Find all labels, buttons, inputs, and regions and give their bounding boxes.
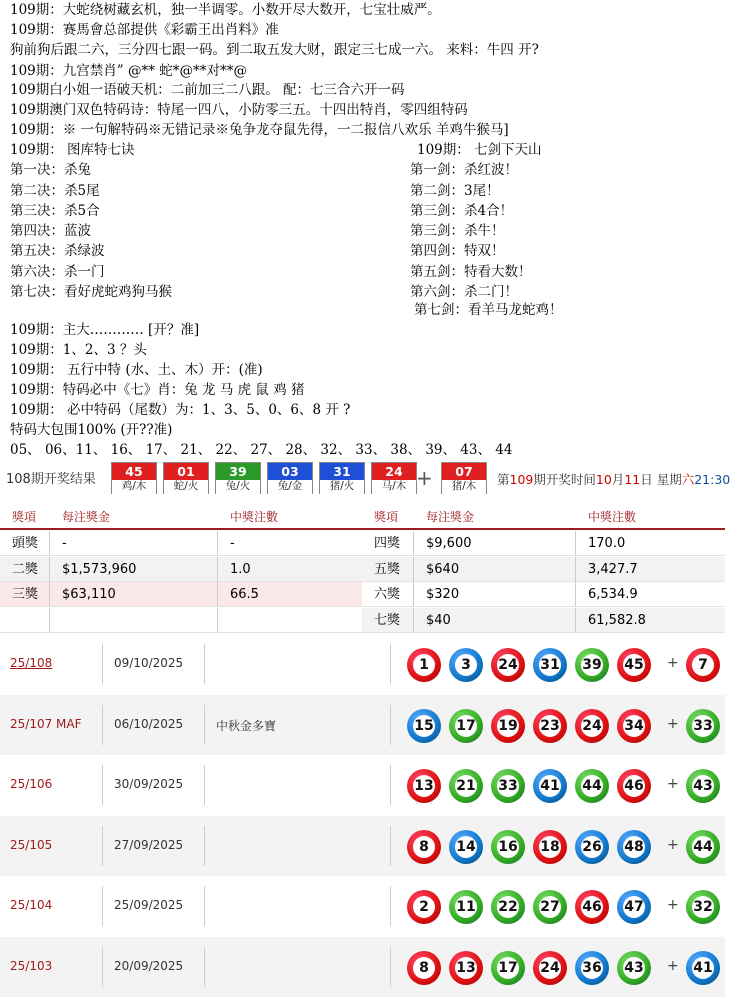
prize-cell: $1,573,960 xyxy=(50,557,218,582)
result-number: 31 xyxy=(320,463,364,480)
column-divider xyxy=(102,705,103,745)
number-ball xyxy=(491,890,525,924)
draw-row xyxy=(0,695,725,755)
text-line: 109期：大蛇绕树藏玄机，独一半调零。小数开尽大数开，七宝壮威严。 xyxy=(10,2,441,18)
number-ball xyxy=(617,951,651,985)
result-tile xyxy=(215,462,261,494)
prize-table-row xyxy=(0,608,725,634)
column-divider xyxy=(204,947,205,987)
number-ball xyxy=(533,769,567,803)
number-ball xyxy=(449,709,483,743)
prize-cell: 61,582.8 xyxy=(576,608,725,633)
draw-info-prefix: 第 xyxy=(497,472,510,487)
ball-number: 44 xyxy=(581,775,603,797)
left-column-item: 第五决：杀绿波 xyxy=(10,243,105,259)
plus-sign: + xyxy=(667,776,679,792)
number-ball xyxy=(617,709,651,743)
draw-date: 09/10/2025 xyxy=(114,656,184,670)
draw-info-time: 21:30 xyxy=(694,472,730,487)
ball-number: 22 xyxy=(497,896,519,918)
number-ball xyxy=(575,648,609,682)
ball-number: 8 xyxy=(413,836,435,858)
text-line: 109期白小姐一语破天机：二前加三二八跟。 配：七三合六开一码 xyxy=(10,82,405,98)
column-divider xyxy=(390,826,391,866)
prize-cell: 四獎 xyxy=(362,531,414,556)
draw-id[interactable]: 25/108 xyxy=(10,656,53,670)
ball-number: 43 xyxy=(623,957,645,979)
text-line: 109期：主大………… [开？准] xyxy=(10,322,200,338)
number-ball xyxy=(617,890,651,924)
column-divider xyxy=(204,765,205,805)
column-divider xyxy=(204,886,205,926)
number-ball xyxy=(491,951,525,985)
result-number: 07 xyxy=(442,463,486,480)
ball-number: 26 xyxy=(581,836,603,858)
number-ball xyxy=(449,890,483,924)
ball-number: 14 xyxy=(455,836,477,858)
draw-history-list xyxy=(0,634,725,997)
prize-cell: 六獎 xyxy=(362,582,414,607)
special-ball xyxy=(686,890,720,924)
prize-cell: 170.0 xyxy=(576,531,725,556)
next-draw-info xyxy=(497,470,730,488)
right-column-item: 第七剑：看羊马龙蛇鸡！ xyxy=(414,302,563,318)
ball-number: 33 xyxy=(497,775,519,797)
ball-number: 33 xyxy=(692,715,714,737)
prize-cell: 二獎 xyxy=(0,557,50,582)
prize-header-cell: 中獎注數 xyxy=(230,510,279,524)
text-line: 109期：1、2、3 ？头 xyxy=(10,342,147,358)
draw-info-day: 11 xyxy=(624,472,641,487)
text-line: 特码大包围100% (开??准) xyxy=(10,422,173,438)
right-column-item: 第五剑：特看大数！ xyxy=(410,264,532,280)
prize-cell xyxy=(218,608,362,633)
prize-cell: $320 xyxy=(414,582,576,607)
special-ball xyxy=(686,769,720,803)
number-ball xyxy=(575,951,609,985)
result-number: 45 xyxy=(112,463,156,480)
result-tile xyxy=(441,462,487,494)
ball-number: 41 xyxy=(539,775,561,797)
prize-table-row xyxy=(0,557,725,583)
ball-number: 19 xyxy=(497,715,519,737)
text-line: 109期：※ 一句解特码※无错记录※兔争龙夺鼠先得，一二报信八欢乐 羊鸡牛猴马] xyxy=(10,122,509,138)
draw-date: 06/10/2025 xyxy=(114,716,184,731)
number-ball xyxy=(407,648,441,682)
draw-date: 20/09/2025 xyxy=(114,958,184,973)
text-line: 109期： 必中特码（尾数）为：1、3、5、0、6、8 开 ? xyxy=(10,402,351,418)
number-ball xyxy=(575,890,609,924)
column-divider xyxy=(102,765,103,805)
prize-table-row xyxy=(0,582,725,608)
prize-header-cell: 獎項 xyxy=(12,510,37,524)
prize-cell: $63,110 xyxy=(50,582,218,607)
prize-cell: 五獎 xyxy=(362,557,414,582)
result-zodiac: 蛇/火 xyxy=(164,480,208,494)
draw-info-day-unit: 日 星期 xyxy=(640,472,682,487)
result-number: 01 xyxy=(164,463,208,480)
ball-number: 31 xyxy=(539,654,561,676)
number-ball xyxy=(449,769,483,803)
ball-number: 27 xyxy=(539,896,561,918)
ball-number: 11 xyxy=(455,896,477,918)
ball-number: 16 xyxy=(497,836,519,858)
text-line: 109期： 五行中特 (水、土、木）开：(准) xyxy=(10,362,263,378)
number-ball xyxy=(491,830,525,864)
ball-number: 24 xyxy=(581,715,603,737)
text-line: 狗前狗后跟二六，三分四七跟一码。到二取五发大财，跟定三七成一六。 来料：牛四 开? xyxy=(10,42,539,58)
text-line: 109期澳门双色特码诗：特尾一四八，小防零三五。十四出特肖，零四组特码 xyxy=(10,102,468,118)
draw-id[interactable]: 25/107 MAF xyxy=(10,716,82,731)
result-bar xyxy=(0,460,730,496)
result-tile xyxy=(111,462,157,494)
prize-cell: $9,600 xyxy=(414,531,576,556)
ball-number: 36 xyxy=(581,957,603,979)
number-ball xyxy=(575,709,609,743)
ball-number: 34 xyxy=(623,715,645,737)
left-column-item: 第六决：杀一门 xyxy=(10,264,105,280)
result-tile xyxy=(371,462,417,494)
result-zodiac: 猪/火 xyxy=(320,480,364,494)
number-ball xyxy=(575,769,609,803)
prize-cell: $640 xyxy=(414,557,576,582)
ball-number: 7 xyxy=(692,654,714,676)
text-line: 109期：九宫禁肖” @** 蛇*@**对**@ xyxy=(10,63,248,79)
left-column-header: 109期： 图库特七诀 xyxy=(10,142,135,158)
number-ball xyxy=(407,951,441,985)
result-number: 03 xyxy=(268,463,312,480)
number-ball xyxy=(617,830,651,864)
prize-cell: 6,534.9 xyxy=(576,582,725,607)
prize-header-cell: 每注獎金 xyxy=(426,510,475,524)
column-divider xyxy=(102,644,103,684)
left-column-item: 第二决：杀5尾 xyxy=(10,183,100,199)
draw-date: 30/09/2025 xyxy=(114,777,184,791)
prize-cell: $40 xyxy=(414,608,576,633)
prize-table-header xyxy=(0,504,725,530)
draw-info-month-unit: 月 xyxy=(611,472,625,487)
ball-number: 23 xyxy=(539,715,561,737)
prize-cell: - xyxy=(218,531,362,556)
number-ball xyxy=(533,830,567,864)
ball-number: 44 xyxy=(692,836,714,858)
draw-note: 中秋金多寶 xyxy=(216,718,277,733)
prize-cell: - xyxy=(50,531,218,556)
draw-id[interactable]: 25/104 xyxy=(10,898,53,912)
number-ball xyxy=(533,709,567,743)
number-ball xyxy=(449,951,483,985)
column-divider xyxy=(204,644,205,684)
ball-number: 13 xyxy=(413,775,435,797)
draw-row xyxy=(0,876,725,936)
draw-date: 27/09/2025 xyxy=(114,837,184,852)
ball-number: 48 xyxy=(623,836,645,858)
right-column-header: 109期： 七剑下天山 xyxy=(417,142,542,158)
draw-row xyxy=(0,816,725,876)
ball-number: 3 xyxy=(455,654,477,676)
right-column-item: 第三剑：杀4合！ xyxy=(410,203,514,219)
draw-info-period: 109 xyxy=(509,472,534,487)
column-divider xyxy=(204,826,205,866)
plus-sign: + xyxy=(667,655,679,671)
draw-id[interactable]: 25/106 xyxy=(10,777,53,791)
ball-number: 17 xyxy=(455,715,477,737)
right-column-item: 第四剑：特双！ xyxy=(410,243,505,259)
ball-number: 24 xyxy=(539,957,561,979)
ball-number: 47 xyxy=(623,896,645,918)
prize-cell xyxy=(0,608,50,633)
text-line: 109期：特码必中《七》肖：兔 龙 马 虎 鼠 鸡 猪 xyxy=(10,382,305,398)
number-ball xyxy=(407,830,441,864)
prize-cell: 三獎 xyxy=(0,582,50,607)
left-column-item: 第四决：蓝波 xyxy=(10,223,91,239)
number-ball xyxy=(491,709,525,743)
prize-cell: 頭獎 xyxy=(0,531,50,556)
result-title: 108期开奖结果 xyxy=(6,472,96,487)
column-divider xyxy=(102,826,103,866)
draw-info-month: 10 xyxy=(595,472,612,487)
column-divider xyxy=(390,947,391,987)
right-column-item: 第六剑：杀二门！ xyxy=(410,284,518,300)
text-line: 109期：赛馬會总部提供《彩霸王出肖料》准 xyxy=(10,22,279,38)
prize-table-row xyxy=(0,531,725,557)
prize-cell: 3,427.7 xyxy=(576,557,725,582)
ball-number: 32 xyxy=(692,896,714,918)
number-ball xyxy=(449,648,483,682)
right-column-item: 第三剑：杀牛！ xyxy=(410,223,505,239)
result-zodiac: 马/木 xyxy=(372,480,416,494)
prize-header-cell: 獎項 xyxy=(374,510,399,524)
number-ball xyxy=(533,951,567,985)
column-divider xyxy=(390,886,391,926)
draw-id[interactable]: 25/103 xyxy=(10,958,53,973)
draw-row xyxy=(0,634,725,694)
result-number: 24 xyxy=(372,463,416,480)
result-tile xyxy=(319,462,365,494)
right-column-item: 第一剑：杀红波！ xyxy=(410,162,518,178)
ball-number: 46 xyxy=(581,896,603,918)
left-column-item: 第七决：看好虎蛇鸡狗马猴 xyxy=(10,284,172,300)
right-column-item: 第二剑：3尾！ xyxy=(410,183,500,199)
prediction-text-block xyxy=(0,0,725,460)
column-divider xyxy=(102,886,103,926)
result-zodiac: 鸡/木 xyxy=(112,480,156,494)
ball-number: 43 xyxy=(692,775,714,797)
ball-number: 8 xyxy=(413,957,435,979)
plus-sign: + xyxy=(667,957,679,974)
result-zodiac: 猪/木 xyxy=(442,480,486,494)
draw-row xyxy=(0,937,725,997)
plus-sign: + xyxy=(416,466,433,490)
number-ball xyxy=(617,648,651,682)
prize-header-cell: 中獎注數 xyxy=(588,510,637,524)
result-tile xyxy=(163,462,209,494)
ball-number: 39 xyxy=(581,654,603,676)
column-divider xyxy=(390,705,391,745)
plus-sign: + xyxy=(667,836,679,853)
ball-number: 21 xyxy=(455,775,477,797)
left-column-item: 第一决：杀兔 xyxy=(10,162,91,178)
ball-number: 13 xyxy=(455,957,477,979)
result-tile xyxy=(267,462,313,494)
number-ball xyxy=(617,769,651,803)
number-ball xyxy=(407,890,441,924)
ball-number: 41 xyxy=(692,957,714,979)
prize-table xyxy=(0,504,725,632)
number-ball xyxy=(533,890,567,924)
special-ball xyxy=(686,648,720,682)
result-number: 39 xyxy=(216,463,260,480)
draw-info-weekday: 六 xyxy=(681,472,695,487)
ball-number: 15 xyxy=(413,715,435,737)
number-ball xyxy=(449,830,483,864)
ball-number: 2 xyxy=(413,896,435,918)
prize-cell: 七獎 xyxy=(362,608,414,633)
number-ball xyxy=(491,648,525,682)
draw-id[interactable]: 25/105 xyxy=(10,837,53,852)
plus-sign: + xyxy=(667,897,679,913)
ball-number: 46 xyxy=(623,775,645,797)
ball-number: 1 xyxy=(413,654,435,676)
number-ball xyxy=(407,709,441,743)
ball-number: 18 xyxy=(539,836,561,858)
result-zodiac: 兔/金 xyxy=(268,480,312,494)
result-zodiac: 兔/火 xyxy=(216,480,260,494)
number-ball xyxy=(533,648,567,682)
prize-cell: 1.0 xyxy=(218,557,362,582)
left-column-item: 第三决：杀5合 xyxy=(10,203,100,219)
plus-sign: + xyxy=(667,715,679,732)
number-ball xyxy=(575,830,609,864)
prize-cell: 66.5 xyxy=(218,582,362,607)
column-divider xyxy=(390,765,391,805)
column-divider xyxy=(102,947,103,987)
draw-info-label: 期开奖时间 xyxy=(533,472,596,487)
prize-header-cell: 每注獎金 xyxy=(62,510,111,524)
text-line: 05、 06、11、 16、 17、 21、 22、 27、 28、 32、 33、 38、 39、 43、 44 xyxy=(10,442,513,458)
draw-row xyxy=(0,755,725,815)
prize-cell xyxy=(50,608,218,633)
column-divider xyxy=(390,644,391,684)
draw-date: 25/09/2025 xyxy=(114,898,184,912)
special-ball xyxy=(686,951,720,985)
number-ball xyxy=(407,769,441,803)
number-ball xyxy=(491,769,525,803)
ball-number: 17 xyxy=(497,957,519,979)
special-ball xyxy=(686,830,720,864)
special-ball xyxy=(686,709,720,743)
column-divider xyxy=(204,705,205,745)
ball-number: 45 xyxy=(623,654,645,676)
ball-number: 24 xyxy=(497,654,519,676)
